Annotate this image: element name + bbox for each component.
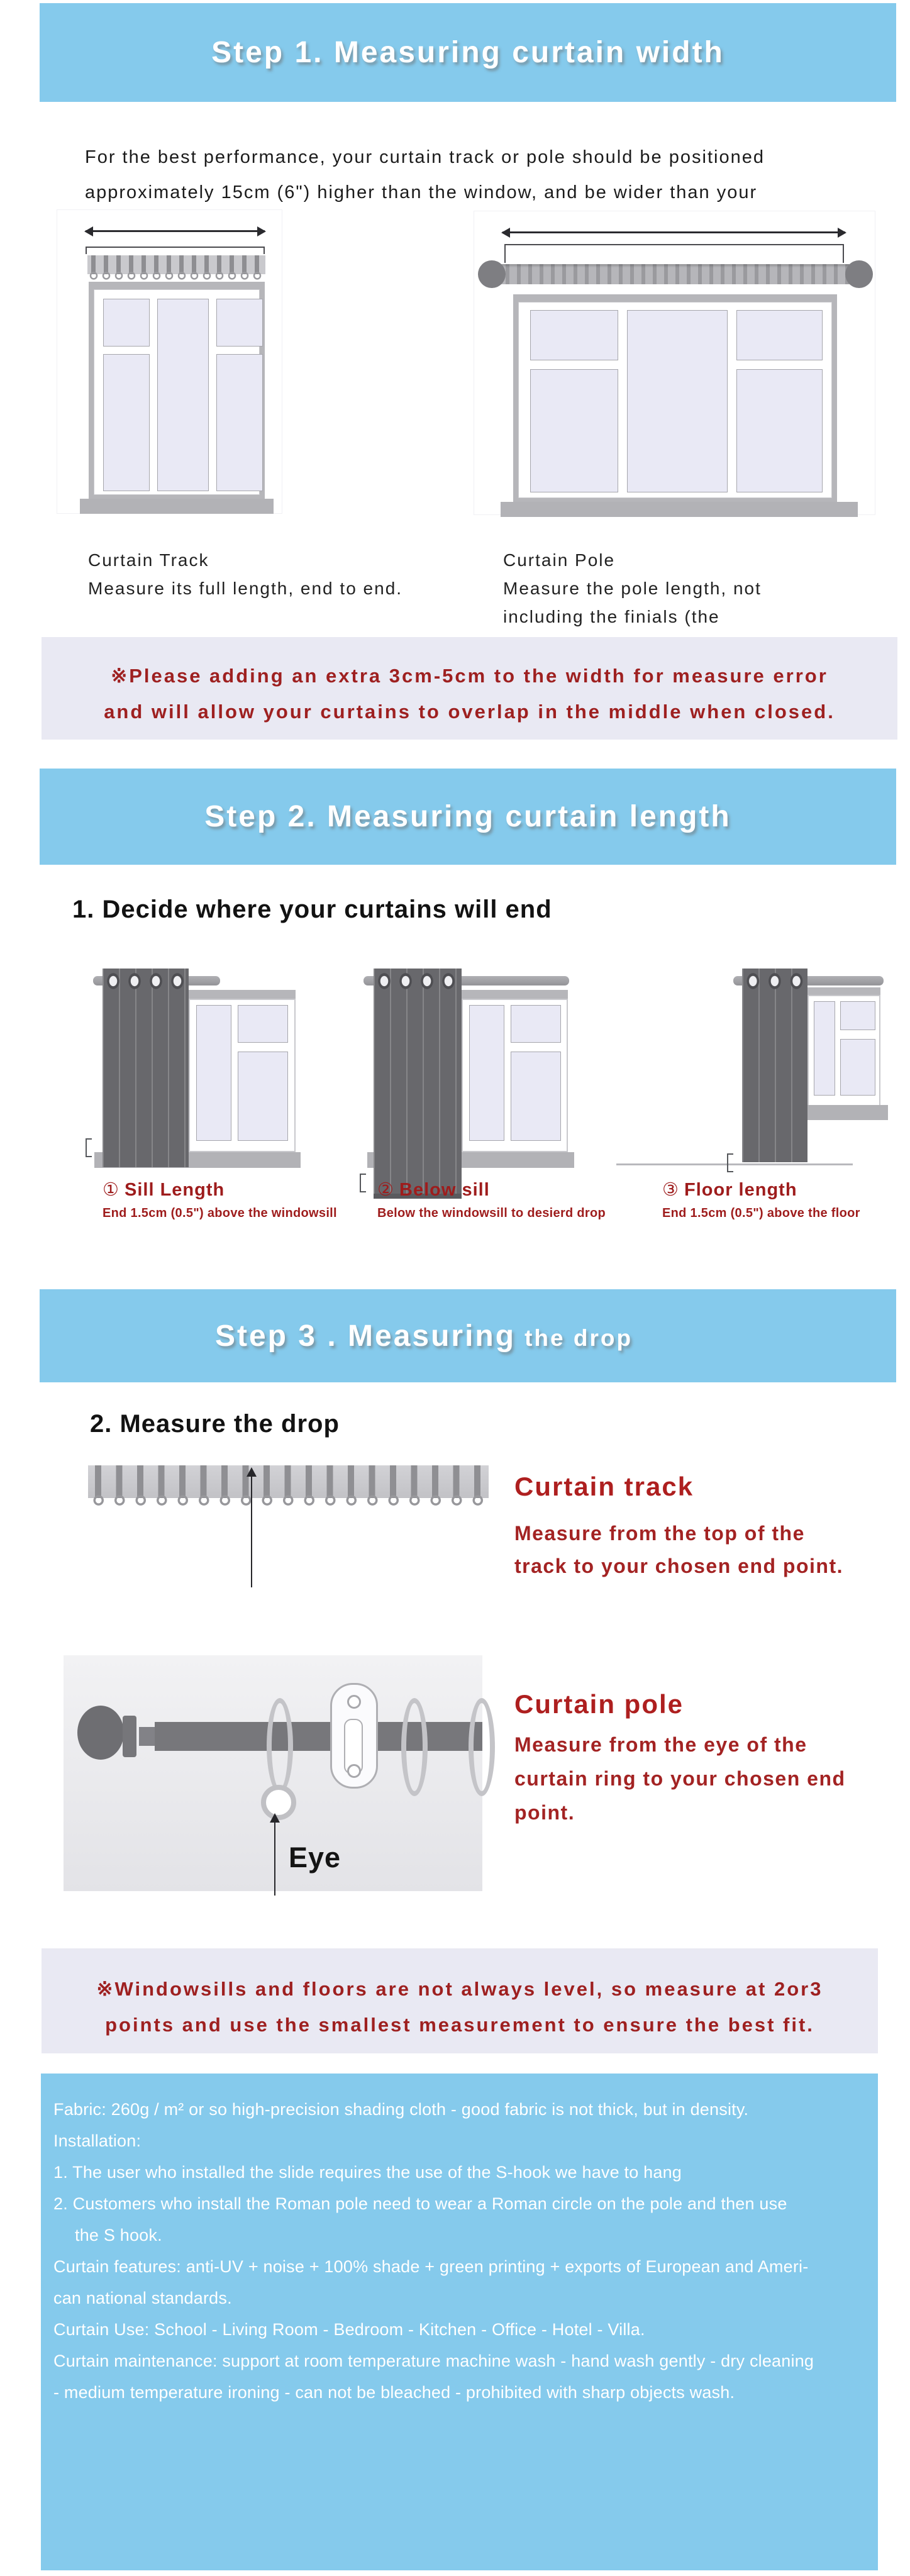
step3-banner-sub: the drop <box>524 1324 633 1351</box>
step1-intro-line1: For the best performance, your curtain track or pole should be positioned <box>85 147 765 167</box>
step2-banner <box>40 769 896 865</box>
width-note-line1: ※Please adding an extra 3cm-5cm to the width for measure error <box>111 665 828 687</box>
pole-finial-disc <box>123 1716 136 1757</box>
pole-caption-line2: including the finials (the <box>503 607 720 626</box>
step1-banner <box>40 3 896 102</box>
window-pane <box>814 1001 835 1096</box>
pole-caption-title: Curtain Pole <box>503 550 616 570</box>
window-pane <box>238 1052 288 1141</box>
window-pane <box>238 1005 288 1043</box>
diagram3-desc: End 1.5cm (0.5") above the floor <box>662 1206 860 1220</box>
pole-finial-ball <box>77 1706 124 1760</box>
window-pane <box>103 354 150 491</box>
pole-line1: Measure from the eye of the <box>514 1733 807 1756</box>
window-pane <box>157 299 209 491</box>
pole-bar <box>155 1722 482 1751</box>
curtain-graphic-floor-length <box>742 969 807 1162</box>
window-pane <box>530 369 618 492</box>
detail-line: 1. The user who installed the slide requires the use of the S-hook we have to hang <box>53 2163 682 2182</box>
curtain-pole-illustration <box>64 1655 482 1891</box>
curtain-grommets <box>742 970 807 992</box>
detail-line: - medium temperature ironing - can not be bleached - prohibited with sharp objects wash. <box>53 2383 735 2402</box>
up-arrow-icon <box>251 1475 252 1587</box>
curtain-grommets <box>374 970 462 992</box>
floor-line <box>616 1163 853 1165</box>
diagram2-title: Below sill <box>399 1180 490 1200</box>
window-pane <box>736 369 823 492</box>
track-window-illustration <box>57 209 282 514</box>
detail-line: can national standards. <box>53 2289 232 2307</box>
windowsill <box>80 499 274 514</box>
curtain-pole-graphic <box>494 264 857 284</box>
window-inner-frame <box>94 289 260 495</box>
diagram3-number: ③ <box>662 1179 679 1200</box>
step1-intro <box>85 140 765 210</box>
step1-intro-line2: approximately 15cm (6") higher than the window, and be wider than your <box>85 182 758 203</box>
bracket-screw <box>347 1764 361 1778</box>
detail-line: Installation: <box>53 2131 141 2150</box>
measure-mark <box>86 1138 92 1157</box>
diagram1-caption <box>103 1179 225 1201</box>
window-pane <box>511 1052 561 1141</box>
window-pane <box>196 1005 231 1141</box>
window-pane <box>736 310 823 360</box>
diagram2-number: ② <box>377 1179 394 1200</box>
width-double-arrow-icon <box>502 231 845 233</box>
level-note-line1: ※Windowsills and floors are not always level, so measure at 2or3 <box>96 1978 823 2000</box>
pole-caption <box>503 546 762 631</box>
pole-title: Curtain pole <box>514 1689 684 1719</box>
track-caption <box>88 546 402 602</box>
step2-banner-title: Step 2. Measuring curtain length <box>204 800 731 833</box>
track-line2: track to your chosen end point. <box>514 1555 843 1577</box>
window-pane <box>530 310 618 360</box>
track-hooks-graphic <box>87 272 265 282</box>
pole-finial-left <box>478 260 506 288</box>
step3-banner-title <box>215 1319 633 1353</box>
width-double-arrow-icon <box>86 230 265 232</box>
window-top-bar <box>807 987 880 995</box>
diagram2-caption <box>377 1179 490 1201</box>
window-pane <box>511 1005 561 1043</box>
measure-extent-line <box>86 247 265 254</box>
curtain-track-graphic <box>88 1465 489 1498</box>
window-frame <box>89 282 265 499</box>
eye-label: Eye <box>289 1841 341 1874</box>
diagram3-title: Floor length <box>684 1180 797 1200</box>
detail-line: Curtain Use: School - Living Room - Bedroom - Kitchen - Office - Hotel - Villa. <box>53 2320 645 2339</box>
up-arrow-icon <box>274 1821 275 1896</box>
curtain-ring-with-eye <box>267 1698 293 1794</box>
pole-window-illustration <box>474 211 875 515</box>
pole-line3: point. <box>514 1801 575 1824</box>
window-top-bar <box>462 990 568 999</box>
diagram1-desc: End 1.5cm (0.5") above the windowsill <box>103 1206 337 1220</box>
curtain-graphic-sill-length <box>103 969 189 1167</box>
curtain-grommets <box>103 970 189 992</box>
diagram1-title: Sill Length <box>125 1180 225 1200</box>
width-note <box>42 637 897 740</box>
track-title: Curtain track <box>514 1472 694 1501</box>
measure-mark <box>727 1153 733 1172</box>
detail-line: the S hook. <box>75 2226 162 2245</box>
width-note-line2: and will allow your curtains to overlap in the middle when closed. <box>104 701 835 723</box>
step3-banner-main: Step 3 . Measuring <box>214 1319 516 1353</box>
window-frame <box>513 294 837 502</box>
level-note-line2: points and use the smallest measurement to ensure the best fit. <box>105 2014 814 2036</box>
diagram1-number: ① <box>103 1179 119 1200</box>
step2-heading: 1. Decide where your curtains will end <box>72 896 552 923</box>
window-pane <box>840 1039 875 1096</box>
step1-banner-title: Step 1. Measuring curtain width <box>211 36 724 69</box>
detail-line: Curtain maintenance: support at room temperature machine wash - hand wash gently - dry cleaning <box>53 2351 814 2370</box>
window-pane <box>627 310 728 492</box>
detail-line: 2. Customers who install the Roman pole need to wear a Roman circle on the pole and then use <box>53 2194 787 2213</box>
window-pane <box>216 354 263 491</box>
window-pane <box>840 1001 875 1030</box>
window-top-bar <box>189 990 296 999</box>
window-pane <box>103 299 150 347</box>
windowsill <box>804 1105 888 1120</box>
windowsill <box>501 502 858 517</box>
pole-line2: curtain ring to your chosen end <box>514 1767 846 1790</box>
step3-banner <box>40 1289 896 1382</box>
diagram2-desc: Below the windowsill to desierd drop <box>377 1206 606 1220</box>
curtain-ring <box>469 1698 495 1796</box>
detail-line: Curtain features: anti-UV + noise + 100% shade + green printing + exports of European and Ameri- <box>53 2257 809 2276</box>
pole-finial-right <box>845 260 873 288</box>
pole-caption-line1: Measure the pole length, not <box>503 579 762 598</box>
level-note <box>42 1948 878 2053</box>
measure-extent-line <box>504 244 844 263</box>
step3-heading: 2. Measure the drop <box>90 1410 340 1438</box>
window-pane <box>469 1005 504 1141</box>
window-pane <box>216 299 263 347</box>
product-details <box>41 2074 878 2570</box>
track-line1: Measure from the top of the <box>514 1522 805 1545</box>
pole-bracket <box>330 1683 378 1789</box>
track-caption-title: Curtain Track <box>88 550 209 570</box>
curtain-graphic-below-sill <box>374 969 462 1199</box>
window-inner-frame <box>518 302 832 498</box>
detail-line: Fabric: 260g / m² or so high-precision shading cloth - good fabric is not thick, but in density. <box>53 2100 749 2119</box>
track-hooks-graphic <box>88 1494 489 1509</box>
diagram3-caption <box>662 1179 797 1201</box>
track-caption-body: Measure its full length, end to end. <box>88 579 403 598</box>
measure-mark <box>360 1174 366 1192</box>
curtain-ring <box>401 1698 428 1796</box>
bracket-screw <box>347 1695 361 1709</box>
